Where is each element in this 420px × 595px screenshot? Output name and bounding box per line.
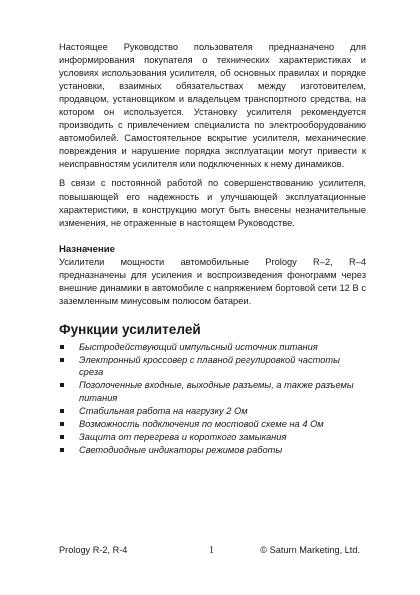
list-item: Светодиодные индикаторы режимов работы [59,444,366,456]
list-item: Защита от перегрева и короткого замыкания [59,431,366,443]
list-item: Возможность подключения по мостовой схеме на 4 Ом [59,418,366,430]
functions-heading: Функции усилителей [59,321,201,337]
intro-paragraph-1: Настоящее Руководство пользователя предназначено для информирования покупателя о технических характеристиках и условиях использования усилителя, об основных правилах и порядке установки, взаимных обязательствах между изготовителем, продавцом, установщиком и владельцем транспортного средства, на котором он используется. Установку усилителя рекомендуется производить с привлечением специалиста по электрооборудованию автомобилей. Самостоятельное вскрытие усилителя, механические повреждения и нарушение порядка эксплуатации могут привести к неисправностям усилителя или подключенных к нему динамиков. [59,42,366,170]
list-item: Быстродействующий импульсный источник питания [59,341,366,353]
list-item: Стабильная работа на нагрузку 2 Ом [59,405,366,417]
functions-list [59,341,366,457]
bullet-icon [60,448,64,452]
footer-copyright: © Saturn Marketing, Ltd. [260,545,360,555]
bullet-icon [60,345,64,349]
purpose-heading: Назначение [59,243,115,255]
bullet-icon [60,358,64,362]
page-number: 1 [209,545,214,556]
page-footer [59,545,360,558]
footer-model: Prology R-2, R-4 [59,545,128,555]
bullet-icon [60,422,64,426]
bullet-icon [60,383,64,387]
bullet-icon [60,409,64,413]
list-item: Электронный кроссовер с плавной регулировкой частоты среза [59,354,366,378]
list-item: Позолоченные входные, выходные разъемы, а также разъемы питания [59,379,366,403]
bullet-icon [60,435,64,439]
purpose-text: Усилители мощности автомобильные Prology R–2, R–4 предназначены для усиления и воспроизведения фонограмм через внешние динамики в автомобиле с напряжением бортовой сети 12 В с заземленным минусовым полюсом батареи. [59,256,366,306]
intro-paragraph-2: В связи с постоянной работой по совершенствованию усилителя, повышающей его надежность и улучшающей эксплуатационные характеристики, в конструкцию могут быть внесены незначительные изменения, не отраженные в настоящем Руководстве. [59,178,366,228]
page-content [59,41,366,458]
